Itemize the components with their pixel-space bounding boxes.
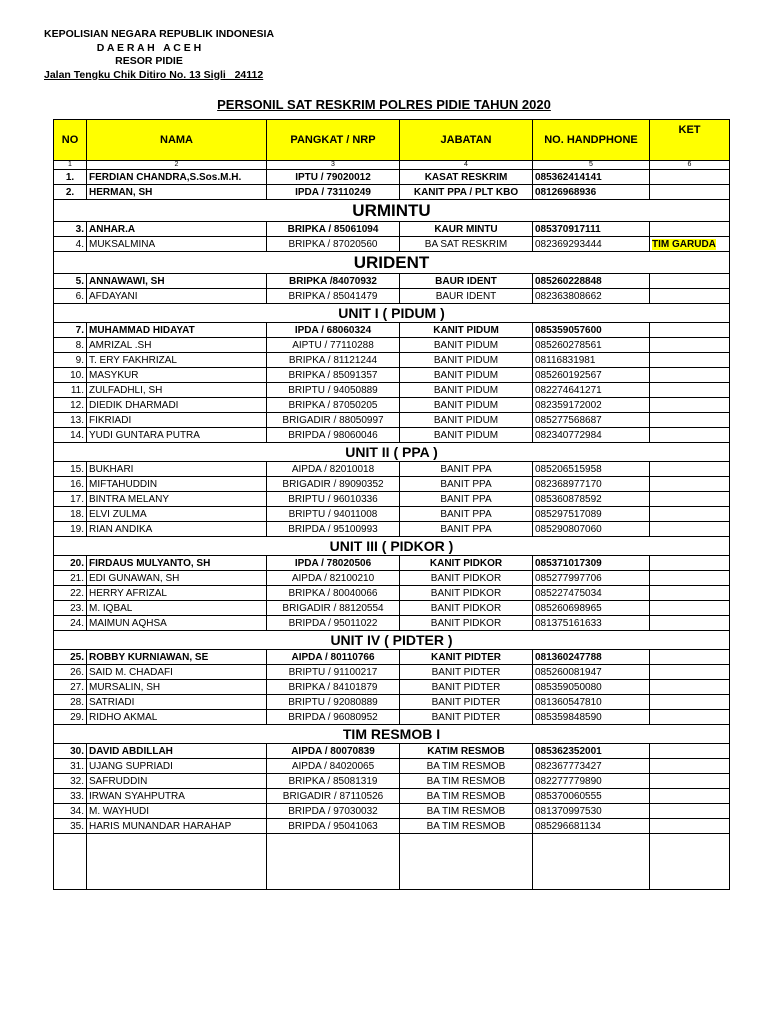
row-pangkat: AIPDA / 80070839: [267, 744, 400, 759]
row-ket: [650, 665, 730, 680]
row-number: 4.: [54, 237, 87, 252]
section-header: [54, 631, 730, 650]
row-handphone: 085227475034: [533, 586, 650, 601]
section-title: URIDENT: [54, 252, 730, 274]
row-ket: [650, 368, 730, 383]
table-row: [54, 170, 730, 185]
row-number: 20.: [54, 556, 87, 571]
row-number: 33.: [54, 789, 87, 804]
table-header-row: [54, 120, 730, 161]
section-title: UNIT I ( PIDUM ): [54, 304, 730, 323]
row-handphone: 085371017309: [533, 556, 650, 571]
row-nama: SAID M. CHADAFI: [87, 665, 267, 680]
row-jabatan: BA TIM RESMOB: [400, 774, 533, 789]
section-title: URMINTU: [54, 200, 730, 222]
row-number: 19.: [54, 522, 87, 537]
column-number-row: [54, 161, 730, 170]
row-jabatan: KANIT PIDTER: [400, 650, 533, 665]
row-pangkat: IPDA / 68060324: [267, 323, 400, 338]
table-row: [54, 428, 730, 443]
row-jabatan: BANIT PIDKOR: [400, 571, 533, 586]
row-nama: MURSALIN, SH: [87, 680, 267, 695]
row-nama: IRWAN SYAHPUTRA: [87, 789, 267, 804]
empty-cell: [87, 834, 267, 890]
row-jabatan: BANIT PIDTER: [400, 680, 533, 695]
row-ket: [650, 462, 730, 477]
row-handphone: 085370917111: [533, 222, 650, 237]
row-handphone: 081370997530: [533, 804, 650, 819]
row-ket: [650, 353, 730, 368]
table-row: [54, 185, 730, 200]
row-handphone: 085359050080: [533, 680, 650, 695]
col-number: 2: [87, 161, 267, 170]
col-number: 5: [533, 161, 650, 170]
row-ket: [650, 222, 730, 237]
row-nama: RIDHO AKMAL: [87, 710, 267, 725]
row-handphone: 085260192567: [533, 368, 650, 383]
row-number: 14.: [54, 428, 87, 443]
row-jabatan: BAUR IDENT: [400, 289, 533, 304]
row-pangkat: BRIGADIR / 87110526: [267, 789, 400, 804]
row-handphone: 085277568687: [533, 413, 650, 428]
row-pangkat: IPDA / 78020506: [267, 556, 400, 571]
empty-cell: [400, 834, 533, 890]
row-handphone: 085260081947: [533, 665, 650, 680]
empty-row: [54, 834, 730, 890]
row-number: 10.: [54, 368, 87, 383]
row-pangkat: AIPDA / 82010018: [267, 462, 400, 477]
row-nama: ZULFADHLI, SH: [87, 383, 267, 398]
row-handphone: 08116831981: [533, 353, 650, 368]
table-row: [54, 759, 730, 774]
row-handphone: 085206515958: [533, 462, 650, 477]
row-pangkat: AIPTU / 77110288: [267, 338, 400, 353]
section-title: UNIT III ( PIDKOR ): [54, 537, 730, 556]
row-jabatan: KANIT PIDKOR: [400, 556, 533, 571]
row-pangkat: BRIGADIR / 88050997: [267, 413, 400, 428]
row-nama: ROBBY KURNIAWAN, SE: [87, 650, 267, 665]
table-row: [54, 222, 730, 237]
section-title: TIM RESMOB I: [54, 725, 730, 744]
table-row: [54, 492, 730, 507]
row-handphone: 085362414141: [533, 170, 650, 185]
row-handphone: 081375161633: [533, 616, 650, 631]
table-row: [54, 383, 730, 398]
row-ket: [650, 804, 730, 819]
row-jabatan: BANIT PIDUM: [400, 353, 533, 368]
row-number: 25.: [54, 650, 87, 665]
col-header-ket: KET: [650, 120, 730, 161]
row-nama: DIEDIK DHARMADI: [87, 398, 267, 413]
row-number: 32.: [54, 774, 87, 789]
col-header-jabatan: JABATAN: [400, 120, 533, 161]
row-pangkat: BRIGADIR / 88120554: [267, 601, 400, 616]
row-ket: [650, 477, 730, 492]
row-jabatan: BA SAT RESKRIM: [400, 237, 533, 252]
row-jabatan: BA TIM RESMOB: [400, 804, 533, 819]
resort-name: RESOR PIDIE: [115, 55, 183, 67]
row-nama: FIKRIADI: [87, 413, 267, 428]
row-handphone: 08126968936: [533, 185, 650, 200]
row-number: 18.: [54, 507, 87, 522]
address: Jalan Tengku Chik Ditiro No. 13 Sigli 24112: [44, 68, 264, 81]
row-handphone: 082368977170: [533, 477, 650, 492]
row-jabatan: BANIT PIDTER: [400, 695, 533, 710]
row-ket: [650, 323, 730, 338]
row-handphone: 082359172002: [533, 398, 650, 413]
row-jabatan: KATIM RESMOB: [400, 744, 533, 759]
row-ket: [650, 522, 730, 537]
row-ket: [650, 601, 730, 616]
row-number: 22.: [54, 586, 87, 601]
row-pangkat: BRIPDA / 95011022: [267, 616, 400, 631]
row-handphone: 085297517089: [533, 507, 650, 522]
row-pangkat: BRIPDA / 95100993: [267, 522, 400, 537]
row-handphone: 085277997706: [533, 571, 650, 586]
institution-name: KEPOLISIAN NEGARA REPUBLIK INDONESIA: [44, 28, 275, 40]
row-number: 17.: [54, 492, 87, 507]
table-row: [54, 462, 730, 477]
row-pangkat: BRIPTU / 96010336: [267, 492, 400, 507]
table-row: [54, 680, 730, 695]
personnel-table: [53, 119, 730, 890]
row-ket: [650, 695, 730, 710]
row-handphone: 085360878592: [533, 492, 650, 507]
row-number: 24.: [54, 616, 87, 631]
empty-cell: [650, 834, 730, 890]
row-ket: TIM GARUDA: [650, 237, 730, 252]
row-number: 27.: [54, 680, 87, 695]
row-nama: FIRDAUS MULYANTO, SH: [87, 556, 267, 571]
table-row: [54, 289, 730, 304]
row-handphone: 085362352001: [533, 744, 650, 759]
table-row: [54, 601, 730, 616]
row-nama: BINTRA MELANY: [87, 492, 267, 507]
row-ket: [650, 571, 730, 586]
row-pangkat: BRIPKA / 85061094: [267, 222, 400, 237]
row-jabatan: BAUR IDENT: [400, 274, 533, 289]
table-row: [54, 274, 730, 289]
row-nama: AFDAYANI: [87, 289, 267, 304]
section-header: [54, 252, 730, 274]
table-row: [54, 477, 730, 492]
row-nama: HERMAN, SH: [87, 185, 267, 200]
table-row: [54, 237, 730, 252]
row-pangkat: BRIPDA / 96080952: [267, 710, 400, 725]
row-ket: [650, 710, 730, 725]
row-handphone: 082363808662: [533, 289, 650, 304]
row-pangkat: BRIPDA / 95041063: [267, 819, 400, 834]
row-handphone: 085370060555: [533, 789, 650, 804]
row-nama: EDI GUNAWAN, SH: [87, 571, 267, 586]
empty-cell: [267, 834, 400, 890]
row-jabatan: BANIT PIDKOR: [400, 616, 533, 631]
table-row: [54, 695, 730, 710]
row-jabatan: BANIT PIDUM: [400, 383, 533, 398]
row-ket: [650, 789, 730, 804]
row-number: 16.: [54, 477, 87, 492]
table-row: [54, 616, 730, 631]
row-jabatan: BANIT PIDUM: [400, 368, 533, 383]
row-pangkat: BRIPKA / 85041479: [267, 289, 400, 304]
row-pangkat: BRIPKA / 81121244: [267, 353, 400, 368]
table-row: [54, 413, 730, 428]
letterhead: [44, 28, 274, 82]
row-nama: M. WAYHUDI: [87, 804, 267, 819]
table-row: [54, 819, 730, 834]
col-header-handphone: NO. HANDPHONE: [533, 120, 650, 161]
table-row: [54, 353, 730, 368]
table-row: [54, 586, 730, 601]
row-number: 15.: [54, 462, 87, 477]
table-row: [54, 804, 730, 819]
region-name: D A E R A H A C E H: [96, 41, 202, 54]
row-pangkat: BRIPTU / 92080889: [267, 695, 400, 710]
table-row: [54, 556, 730, 571]
row-pangkat: BRIPKA / 87020560: [267, 237, 400, 252]
row-pangkat: BRIPKA / 84101879: [267, 680, 400, 695]
row-jabatan: BANIT PPA: [400, 462, 533, 477]
section-header: [54, 537, 730, 556]
row-number: 21.: [54, 571, 87, 586]
row-jabatan: BANIT PIDKOR: [400, 601, 533, 616]
col-header-nama: NAMA: [87, 120, 267, 161]
row-number: 35.: [54, 819, 87, 834]
row-nama: ANNAWAWI, SH: [87, 274, 267, 289]
row-nama: MUHAMMAD HIDAYAT: [87, 323, 267, 338]
col-number: 1: [54, 161, 87, 170]
row-number: 26.: [54, 665, 87, 680]
section-header: [54, 304, 730, 323]
row-ket: [650, 383, 730, 398]
table-row: [54, 650, 730, 665]
row-jabatan: BANIT PIDTER: [400, 710, 533, 725]
row-nama: RIAN ANDIKA: [87, 522, 267, 537]
row-jabatan: BANIT PIDTER: [400, 665, 533, 680]
row-jabatan: KANIT PPA / PLT KBO: [400, 185, 533, 200]
row-nama: DAVID ABDILLAH: [87, 744, 267, 759]
row-number: 28.: [54, 695, 87, 710]
row-number: 31.: [54, 759, 87, 774]
row-handphone: 082367773427: [533, 759, 650, 774]
row-jabatan: BANIT PPA: [400, 477, 533, 492]
row-ket: [650, 586, 730, 601]
row-nama: BUKHARI: [87, 462, 267, 477]
row-pangkat: BRIPKA / 87050205: [267, 398, 400, 413]
row-nama: MIFTAHUDDIN: [87, 477, 267, 492]
row-pangkat: BRIPTU / 91100217: [267, 665, 400, 680]
row-nama: HARIS MUNANDAR HARAHAP: [87, 819, 267, 834]
row-ket: [650, 556, 730, 571]
row-handphone: 082274641271: [533, 383, 650, 398]
row-ket: [650, 650, 730, 665]
row-handphone: 085296681134: [533, 819, 650, 834]
row-ket: [650, 289, 730, 304]
row-nama: YUDI GUNTARA PUTRA: [87, 428, 267, 443]
document-title: PERSONIL SAT RESKRIM POLRES PIDIE TAHUN 2020: [217, 97, 551, 112]
row-ket: [650, 338, 730, 353]
row-pangkat: AIPDA / 80110766: [267, 650, 400, 665]
row-pangkat: BRIPDA / 97030032: [267, 804, 400, 819]
row-jabatan: KANIT PIDUM: [400, 323, 533, 338]
col-header-pangkat: PANGKAT / NRP: [267, 120, 400, 161]
row-handphone: 082340772984: [533, 428, 650, 443]
section-header: [54, 443, 730, 462]
row-ket: [650, 398, 730, 413]
row-jabatan: BA TIM RESMOB: [400, 789, 533, 804]
row-ket: [650, 759, 730, 774]
table-row: [54, 323, 730, 338]
table-row: [54, 665, 730, 680]
row-nama: SAFRUDDIN: [87, 774, 267, 789]
row-nama: HERRY AFRIZAL: [87, 586, 267, 601]
row-nama: ANHAR.A: [87, 222, 267, 237]
section-header: [54, 200, 730, 222]
row-jabatan: BANIT PIDUM: [400, 413, 533, 428]
table-row: [54, 789, 730, 804]
col-number: 6: [650, 161, 730, 170]
row-ket: [650, 413, 730, 428]
table-row: [54, 338, 730, 353]
row-number: 3.: [54, 222, 87, 237]
row-pangkat: BRIPKA / 85081319: [267, 774, 400, 789]
row-jabatan: BANIT PPA: [400, 507, 533, 522]
col-number: 3: [267, 161, 400, 170]
row-pangkat: BRIGADIR / 89090352: [267, 477, 400, 492]
row-ket: [650, 744, 730, 759]
row-ket: [650, 680, 730, 695]
row-pangkat: BRIPKA /84070932: [267, 274, 400, 289]
row-ket: [650, 274, 730, 289]
row-nama: UJANG SUPRIADI: [87, 759, 267, 774]
table-row: [54, 507, 730, 522]
row-ket: [650, 774, 730, 789]
row-nama: MUKSALMINA: [87, 237, 267, 252]
row-number: 29.: [54, 710, 87, 725]
col-number: 4: [400, 161, 533, 170]
row-number: 11.: [54, 383, 87, 398]
row-pangkat: IPTU / 79020012: [267, 170, 400, 185]
empty-cell: [54, 834, 87, 890]
row-nama: SATRIADI: [87, 695, 267, 710]
row-pangkat: BRIPTU / 94011008: [267, 507, 400, 522]
row-number: 1.: [54, 170, 87, 185]
row-jabatan: BANIT PIDUM: [400, 398, 533, 413]
row-number: 12.: [54, 398, 87, 413]
row-ket: [650, 492, 730, 507]
row-number: 9.: [54, 353, 87, 368]
row-jabatan: KAUR MINTU: [400, 222, 533, 237]
row-ket: [650, 507, 730, 522]
row-handphone: 082369293444: [533, 237, 650, 252]
row-jabatan: BA TIM RESMOB: [400, 819, 533, 834]
row-jabatan: BANIT PPA: [400, 522, 533, 537]
row-number: 2.: [54, 185, 87, 200]
col-header-no: NO: [54, 120, 87, 161]
row-number: 6.: [54, 289, 87, 304]
table-row: [54, 744, 730, 759]
table-row: [54, 398, 730, 413]
row-handphone: 085359848590: [533, 710, 650, 725]
row-ket: [650, 428, 730, 443]
row-nama: ELVI ZULMA: [87, 507, 267, 522]
row-jabatan: BANIT PIDUM: [400, 338, 533, 353]
row-ket: [650, 819, 730, 834]
row-nama: T. ERY FAKHRIZAL: [87, 353, 267, 368]
row-pangkat: BRIPKA / 85091357: [267, 368, 400, 383]
table-row: [54, 774, 730, 789]
row-pangkat: BRIPKA / 80040066: [267, 586, 400, 601]
table-row: [54, 522, 730, 537]
row-number: 23.: [54, 601, 87, 616]
row-handphone: 081360247788: [533, 650, 650, 665]
row-jabatan: BA TIM RESMOB: [400, 759, 533, 774]
table-row: [54, 368, 730, 383]
table-row: [54, 710, 730, 725]
section-header: [54, 725, 730, 744]
section-title: UNIT IV ( PIDTER ): [54, 631, 730, 650]
empty-cell: [533, 834, 650, 890]
row-jabatan: BANIT PIDKOR: [400, 586, 533, 601]
row-number: 7.: [54, 323, 87, 338]
row-ket: [650, 616, 730, 631]
row-pangkat: AIPDA / 82100210: [267, 571, 400, 586]
row-pangkat: BRIPTU / 94050889: [267, 383, 400, 398]
row-nama: AMRIZAL .SH: [87, 338, 267, 353]
table-row: [54, 571, 730, 586]
row-nama: FERDIAN CHANDRA,S.Sos.M.H.: [87, 170, 267, 185]
row-handphone: 081360547810: [533, 695, 650, 710]
row-ket: [650, 185, 730, 200]
row-jabatan: KASAT RESKRIM: [400, 170, 533, 185]
row-ket: [650, 170, 730, 185]
section-title: UNIT II ( PPA ): [54, 443, 730, 462]
row-jabatan: BANIT PIDUM: [400, 428, 533, 443]
row-nama: MASYKUR: [87, 368, 267, 383]
row-pangkat: IPDA / 73110249: [267, 185, 400, 200]
row-handphone: 085359057600: [533, 323, 650, 338]
row-nama: M. IQBAL: [87, 601, 267, 616]
row-handphone: 085260698965: [533, 601, 650, 616]
row-jabatan: BANIT PPA: [400, 492, 533, 507]
row-number: 13.: [54, 413, 87, 428]
row-nama: MAIMUN AQHSA: [87, 616, 267, 631]
row-number: 8.: [54, 338, 87, 353]
row-handphone: 082277779890: [533, 774, 650, 789]
row-handphone: 085260278561: [533, 338, 650, 353]
row-number: 34.: [54, 804, 87, 819]
row-handphone: 085260228848: [533, 274, 650, 289]
row-pangkat: BRIPDA / 98060046: [267, 428, 400, 443]
row-number: 5.: [54, 274, 87, 289]
row-number: 30.: [54, 744, 87, 759]
row-handphone: 085290807060: [533, 522, 650, 537]
row-pangkat: AIPDA / 84020065: [267, 759, 400, 774]
